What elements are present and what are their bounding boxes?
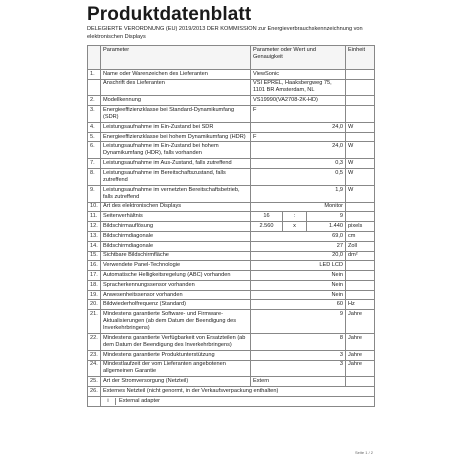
row-value: 27 xyxy=(251,241,346,251)
row-parameter: Spracherkennungssensor vorhanden xyxy=(101,280,251,290)
row-number-empty xyxy=(88,396,101,406)
row-number: 21. xyxy=(88,310,101,334)
header-number xyxy=(88,46,101,70)
row-parameter xyxy=(101,396,375,406)
row-parameter: Leistungsaufnahme im vernetzten Bereitschaftsbetrieb, falls zutreffend xyxy=(101,185,251,202)
table-row xyxy=(88,185,375,202)
row-value: 24,0 xyxy=(251,142,346,159)
row-unit xyxy=(346,96,375,106)
page-footer: Seite 1 / 2 xyxy=(355,450,374,455)
row-parameter: Leistungsaufnahme im Ein-Zustand bei hohem Dynamikumfang (HDR), falls vorhanden xyxy=(101,142,251,159)
row-value: 8 xyxy=(251,333,346,350)
row-value: LED LCD xyxy=(251,261,346,271)
row-unit xyxy=(346,377,375,387)
row-parameter: Mindestlaufzeit der vom Lieferanten angebotenen allgemeinen Garantie xyxy=(101,360,251,377)
table-row xyxy=(88,350,375,360)
row-number xyxy=(88,79,101,96)
row-value: Nein xyxy=(251,271,346,281)
row-number: 12. xyxy=(88,222,101,232)
table-row xyxy=(88,300,375,310)
table-row xyxy=(88,333,375,350)
table-row xyxy=(88,271,375,281)
table-row xyxy=(88,142,375,159)
row-unit: W xyxy=(346,159,375,169)
row-unit: W xyxy=(346,185,375,202)
row-value: ViewSonic xyxy=(251,69,346,79)
datasheet-table xyxy=(87,45,375,407)
row-value: 0,5 xyxy=(251,169,346,186)
row-number: 5. xyxy=(88,132,101,142)
table-row xyxy=(88,360,375,377)
row-parameter: Mindestens garantierte Software- und Firmware-Aktualisierungen (ab dem Datum der Beendigung des Inverkehrbringens) xyxy=(101,310,251,334)
row-number: 18. xyxy=(88,280,101,290)
row-value: 3 xyxy=(251,360,346,377)
row-value: 24,0 xyxy=(251,122,346,132)
row-parameter: Anwesenheitssensor vorhanden xyxy=(101,290,251,300)
row-number: 14. xyxy=(88,241,101,251)
row-number: 20. xyxy=(88,300,101,310)
table-row xyxy=(88,202,375,212)
row-unit: W xyxy=(346,142,375,159)
row-parameter: Modellkennung xyxy=(101,96,251,106)
row-unit xyxy=(346,79,375,96)
row-unit: Jahre xyxy=(346,310,375,334)
row-number: 15. xyxy=(88,251,101,261)
table-body xyxy=(88,69,375,406)
row-unit: pixels xyxy=(346,222,375,232)
row-value: Nein xyxy=(251,290,346,300)
row-value: Monitor xyxy=(251,202,346,212)
row-value: F xyxy=(251,132,346,142)
row-value-a: 16 xyxy=(251,212,283,222)
row-unit: Jahre xyxy=(346,360,375,377)
row-unit: Hz xyxy=(346,300,375,310)
row-number: 13. xyxy=(88,231,101,241)
table-row xyxy=(88,212,375,222)
row-parameter: Art der Stromversorgung (Netzteil) xyxy=(101,377,251,387)
row-parameter: Seitenverhältnis xyxy=(101,212,251,222)
row-value: 9 xyxy=(251,310,346,334)
row-number: 7. xyxy=(88,159,101,169)
table-row xyxy=(88,310,375,334)
sub-row-index: i xyxy=(101,398,116,405)
row-value: 3 xyxy=(251,350,346,360)
row-number: 2. xyxy=(88,96,101,106)
table-row xyxy=(88,122,375,132)
row-unit: Zoll xyxy=(346,241,375,251)
table-row xyxy=(88,241,375,251)
table-header-row xyxy=(88,46,375,70)
table-row xyxy=(88,132,375,142)
row-parameter: Mindestens garantierte Verfügbarkeit von Ersatzteilen (ab dem Datum der Beendigung des Inverkehrbringens) xyxy=(101,333,251,350)
row-value: Extern xyxy=(251,377,346,387)
row-value: 69,0 xyxy=(251,231,346,241)
row-number: 11. xyxy=(88,212,101,222)
row-number: 3. xyxy=(88,106,101,123)
row-unit xyxy=(346,69,375,79)
row-parameter: Automatische Helligkeitsregelung (ABC) vorhanden xyxy=(101,271,251,281)
table-row xyxy=(88,377,375,387)
table-row xyxy=(88,222,375,232)
row-unit xyxy=(346,271,375,281)
row-number: 25. xyxy=(88,377,101,387)
row-number: 1. xyxy=(88,69,101,79)
table-row xyxy=(88,96,375,106)
row-unit xyxy=(346,132,375,142)
row-parameter: Leistungsaufnahme im Aus-Zustand, falls zutreffend xyxy=(101,159,251,169)
row-parameter: Leistungsaufnahme im Ein-Zustand bei SDR xyxy=(101,122,251,132)
row-unit: W xyxy=(346,169,375,186)
row-parameter: Bildwiederholfrequenz (Standard) xyxy=(101,300,251,310)
table-row xyxy=(88,69,375,79)
header-value: Parameter oder Wert und Genauigkeit xyxy=(251,46,346,70)
row-value: VS19990(VA2708-2K-HD) xyxy=(251,96,346,106)
table-row xyxy=(88,169,375,186)
row-value-separator: : xyxy=(283,212,307,222)
page-subtitle: DELEGIERTE VERORDNUNG (EU) 2019/2013 DER KOMMISSION zur Energieverbrauchskennzeichnung von elektronischen Displays xyxy=(87,26,363,40)
row-value: Nein xyxy=(251,280,346,290)
row-parameter: Anschrift des Lieferanten xyxy=(101,79,251,96)
row-value: VSI EPREL, Haaksbergweg 75, 1101 BR Amsterdam, NL xyxy=(251,79,346,96)
row-parameter: Verwendete Panel-Technologie xyxy=(101,261,251,271)
row-number: 8. xyxy=(88,169,101,186)
row-value: 0,3 xyxy=(251,159,346,169)
row-number: 4. xyxy=(88,122,101,132)
row-value-b: 1.440 xyxy=(307,222,346,232)
row-unit xyxy=(346,202,375,212)
row-parameter: Externes Netzteil (nicht genormt, in der Verkaufsverpackung enthalten) xyxy=(101,387,375,397)
row-parameter: Art des elektronischen Displays xyxy=(101,202,251,212)
table-row xyxy=(88,106,375,123)
row-parameter: Name oder Warenzeichen des Lieferanten xyxy=(101,69,251,79)
row-number: 10. xyxy=(88,202,101,212)
row-parameter: Mindestens garantierte Produktunterstützung xyxy=(101,350,251,360)
row-parameter: Sichtbare Bildschirmfläche xyxy=(101,251,251,261)
row-parameter: Bildschirmauflösung xyxy=(101,222,251,232)
table-row xyxy=(88,396,375,406)
row-parameter: Energieeffizienzklasse bei hohem Dynamikumfang (HDR) xyxy=(101,132,251,142)
row-unit xyxy=(346,280,375,290)
row-unit: dm² xyxy=(346,251,375,261)
row-parameter: Energieeffizienzklasse bei Standard-Dynamikumfang (SDR) xyxy=(101,106,251,123)
row-value-a: 2.560 xyxy=(251,222,283,232)
row-number: 17. xyxy=(88,271,101,281)
row-value: 20,0 xyxy=(251,251,346,261)
row-unit: Jahre xyxy=(346,350,375,360)
row-unit xyxy=(346,261,375,271)
table-row xyxy=(88,280,375,290)
row-unit: cm xyxy=(346,231,375,241)
row-parameter: Bildschirmdiagonale xyxy=(101,231,251,241)
row-number: 22. xyxy=(88,333,101,350)
row-unit xyxy=(346,106,375,123)
row-unit xyxy=(346,290,375,300)
sub-row-text: External adapter xyxy=(119,397,161,404)
row-value: 1,9 xyxy=(251,185,346,202)
row-parameter: Bildschirmdiagonale xyxy=(101,241,251,251)
row-unit: Jahre xyxy=(346,333,375,350)
table-row xyxy=(88,159,375,169)
row-number: 9. xyxy=(88,185,101,202)
header-parameter: Parameter xyxy=(101,46,251,70)
row-number: 24. xyxy=(88,360,101,377)
row-value-b: 9 xyxy=(307,212,346,222)
page-title: Produktdatenblatt xyxy=(87,4,252,25)
table-row xyxy=(88,261,375,271)
table-row xyxy=(88,251,375,261)
table-row xyxy=(88,231,375,241)
row-value: 60 xyxy=(251,300,346,310)
table-row xyxy=(88,387,375,397)
row-value: F xyxy=(251,106,346,123)
row-unit: W xyxy=(346,122,375,132)
row-value-separator: x xyxy=(283,222,307,232)
table-row xyxy=(88,79,375,96)
row-number: 23. xyxy=(88,350,101,360)
row-number: 26. xyxy=(88,387,101,397)
row-number: 19. xyxy=(88,290,101,300)
row-number: 16. xyxy=(88,261,101,271)
row-unit xyxy=(346,212,375,222)
row-parameter: Leistungsaufnahme im Bereitschaftszustand, falls zutreffend xyxy=(101,169,251,186)
table-row xyxy=(88,290,375,300)
row-number: 6. xyxy=(88,142,101,159)
header-unit: Einheit xyxy=(346,46,375,70)
